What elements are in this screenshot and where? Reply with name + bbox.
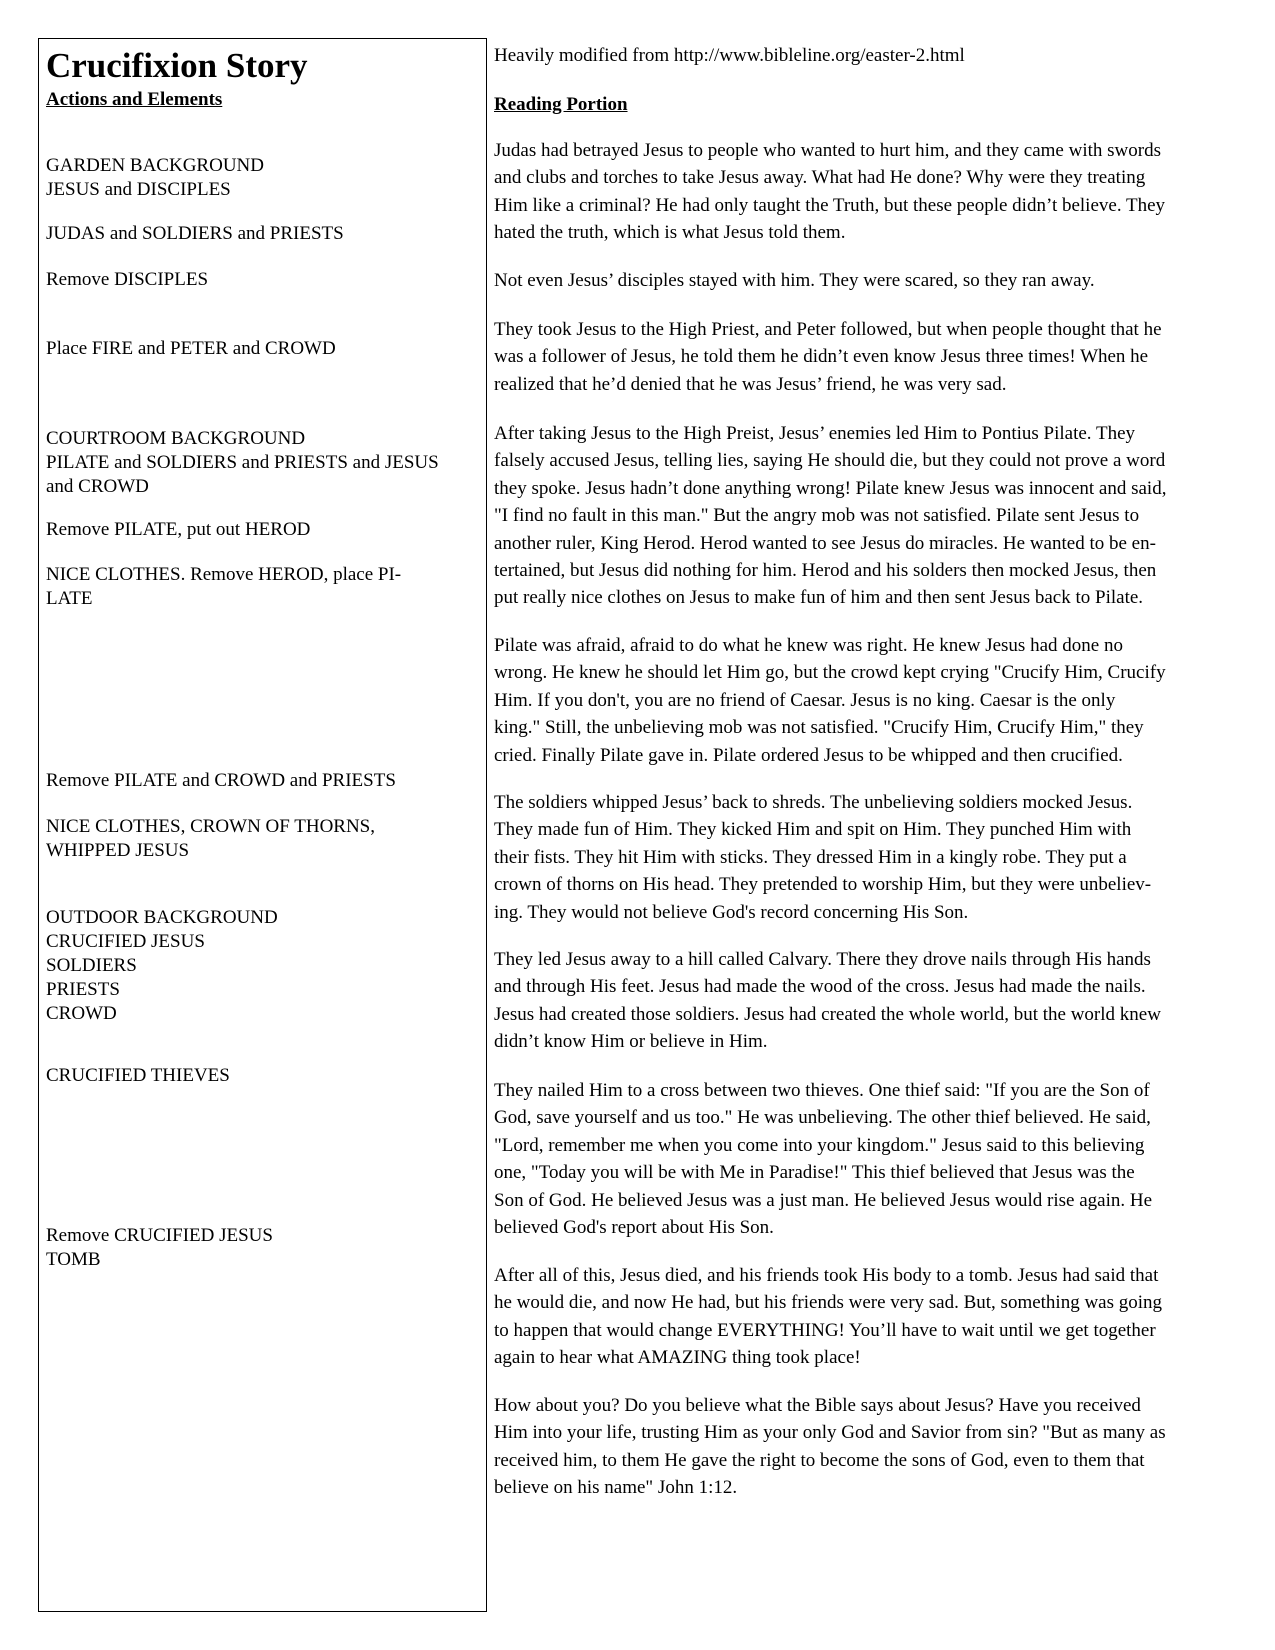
action-block (46, 427, 476, 499)
paragraph-line: didn’t know Him or believe in Him. (494, 1031, 768, 1053)
paragraph-line: another ruler, King Herod. Herod wanted to see Jesus do miracles. He wanted to be en- (494, 532, 1156, 554)
paragraph-line: Judas had betrayed Jesus to people who wanted to hurt him, and they came with swords (494, 140, 1161, 161)
paragraph-line: Jesus had created those soldiers. Jesus had created the whole world, but the world knew (494, 1003, 1161, 1025)
reading-heading: Reading Portion (494, 94, 628, 115)
paragraph-line: ing. They would not believe God's record concerning His Son. (494, 901, 969, 923)
action-block (46, 518, 476, 542)
paragraph-line: They took Jesus to the High Priest, and Peter followed, but when people thought that he (494, 319, 1162, 340)
action-block (46, 563, 476, 611)
paragraph (494, 1262, 1246, 1372)
paragraph (494, 316, 1246, 398)
paragraph-line: After taking Jesus to the High Preist, Jesus’ enemies led Him to Pontius Pilate. They (494, 423, 1135, 444)
action-line: COURTROOM BACKGROUND (46, 428, 306, 449)
paragraph-line: they spoke. Jesus hadn’t done anything wrong! Pilate knew Jesus was innocent and said, (494, 477, 1167, 499)
paragraph-line: "Lord, remember me when you come into your kingdom." Jesus said to this believing (494, 1134, 1145, 1156)
paragraph-line: again to hear what AMAZING thing took place! (494, 1347, 861, 1369)
actions-panel (38, 38, 487, 1612)
paragraph-line: Him. If you don't, you are no friend of Caesar. Jesus is no king. Caesar is the only (494, 689, 1116, 711)
action-line: NICE CLOTHES. Remove HEROD, place PI- (46, 564, 402, 585)
paragraph-line: They led Jesus away to a hill called Calvary. There they drove nails through His hands (494, 949, 1151, 970)
action-block (46, 906, 476, 1026)
page-title: Crucifixion Story (46, 46, 308, 85)
action-line: SOLDIERS (46, 955, 137, 976)
action-line: Place FIRE and PETER and CROWD (46, 338, 336, 359)
paragraph-line: Him like a criminal? He had only taught the Truth, but these people didn’t believe. They (494, 194, 1166, 216)
paragraph-line: put really nice clothes on Jesus to make fun of him and then sent Jesus back to Pilate. (494, 587, 1144, 609)
action-line: JUDAS and SOLDIERS and PRIESTS (46, 223, 344, 244)
paragraph-line: to happen that would change EVERYTHING! You’ll have to wait until we get together (494, 1319, 1156, 1341)
action-line: WHIPPED JESUS (46, 840, 190, 861)
action-line: TOMB (46, 1249, 101, 1270)
paragraph-line: realized that he’d denied that he was Jesus’ friend, he was very sad. (494, 373, 1007, 395)
paragraph-line: tertained, but Jesus did nothing for him. Herod and his solders then mocked Jesus, then (494, 560, 1157, 582)
paragraph-line: wrong. He knew he should let Him go, but the crowd kept crying "Crucify Him, Crucify (494, 662, 1166, 684)
paragraph-line: falsely accused Jesus, telling lies, saying He should die, but they could not prove a word (494, 450, 1166, 472)
paragraph-line: The soldiers whipped Jesus’ back to shreds. The unbelieving soldiers mocked Jesus. (494, 792, 1133, 813)
paragraph-line: and through His feet. Jesus had made the wood of the cross. Jesus had made the nails. (494, 976, 1146, 998)
action-line: CROWD (46, 1003, 117, 1024)
paragraph-line: They made fun of Him. They kicked Him and spit on Him. They punched Him with (494, 819, 1132, 841)
action-block (46, 154, 476, 202)
action-block (46, 268, 476, 292)
action-line: Remove PILATE and CROWD and PRIESTS (46, 770, 396, 791)
actions-subtitle: Actions and Elements (46, 89, 223, 110)
action-line: Remove CRUCIFIED JESUS (46, 1225, 273, 1246)
action-block (46, 769, 476, 793)
action-block (46, 815, 476, 863)
action-line: CRUCIFIED THIEVES (46, 1065, 230, 1086)
paragraph-line: hated the truth, which is what Jesus told them. (494, 222, 846, 244)
action-line: PRIESTS (46, 979, 120, 1000)
paragraph-line: one, "Today you will be with Me in Paradise!" This thief believed that Jesus was the (494, 1162, 1135, 1184)
action-line: OUTDOOR BACKGROUND (46, 907, 278, 928)
action-line: PILATE and SOLDIERS and PRIESTS and JESUS (46, 452, 439, 473)
action-block (46, 337, 476, 361)
source-note: Heavily modified from http://www.bibleline.org/easter-2.html (494, 45, 965, 66)
paragraph-line: received him, to them He gave the right to become the sons of God, even to them that (494, 1449, 1145, 1471)
paragraph (494, 267, 1246, 294)
action-line: Remove PILATE, put out HEROD (46, 519, 311, 540)
action-block (46, 1064, 476, 1088)
paragraph-line: he would die, and now He had, but his friends were very sad. But, something was going (494, 1292, 1163, 1314)
paragraph-line: "I find no fault in this man." But the angry mob was not satisfied. Pilate sent Jesus to (494, 505, 1140, 527)
paragraph-line: Son of God. He believed Jesus was a just man. He believed Jesus would rise again. He (494, 1189, 1152, 1211)
action-line: JESUS and DISCIPLES (46, 179, 231, 200)
paragraph (494, 632, 1246, 769)
paragraph-line: king." Still, the unbelieving mob was not satisfied. "Crucify Him, Crucify Him," they (494, 717, 1144, 739)
paragraph-line: How about you? Do you believe what the Bible says about Jesus? Have you received (494, 1395, 1141, 1416)
paragraph-line: God, save yourself and us too." He was unbelieving. The other thief believed. He said, (494, 1107, 1151, 1129)
paragraph-line: Not even Jesus’ disciples stayed with him. They were scared, so they ran away. (494, 270, 1095, 291)
paragraph-line: was a follower of Jesus, he told them he didn’t even know Jesus three times! When he (494, 346, 1149, 368)
paragraph-line: cried. Finally Pilate gave in. Pilate ordered Jesus to be whipped and then crucified. (494, 744, 1123, 766)
paragraph (494, 1392, 1246, 1502)
action-line: Remove DISCIPLES (46, 269, 209, 290)
paragraph-line: Him into your life, trusting Him as your only God and Savior from sin? "But as many as (494, 1422, 1166, 1444)
paragraph-line: After all of this, Jesus died, and his friends took His body to a tomb. Jesus had said that (494, 1265, 1159, 1286)
paragraph-line: crown of thorns on His head. They pretended to worship Him, but they were unbeliev- (494, 874, 1152, 896)
action-line: and CROWD (46, 476, 149, 497)
action-line: LATE (46, 588, 93, 609)
action-line: NICE CLOTHES, CROWN OF THORNS, (46, 816, 376, 837)
action-line: CRUCIFIED JESUS (46, 931, 205, 952)
paragraph-line: and clubs and torches to take Jesus away. What had He done? Why were they treating (494, 167, 1146, 189)
paragraph-line: believe on his name" John 1:12. (494, 1477, 738, 1499)
paragraph-line: Pilate was afraid, afraid to do what he knew was right. He knew Jesus had done no (494, 635, 1123, 656)
paragraph-line: They nailed Him to a cross between two thieves. One thief said: "If you are the Son of (494, 1080, 1150, 1101)
paragraph (494, 789, 1246, 926)
action-line: GARDEN BACKGROUND (46, 155, 264, 176)
paragraph (494, 420, 1246, 612)
paragraph-line: their fists. They hit Him with sticks. They dressed Him in a kingly robe. They put a (494, 846, 1127, 868)
action-block (46, 222, 476, 246)
paragraph (494, 137, 1246, 247)
paragraph-line: believed God's report about His Son. (494, 1217, 774, 1239)
action-block (46, 1224, 476, 1272)
paragraph (494, 1077, 1246, 1241)
paragraph (494, 946, 1246, 1056)
reading-column (494, 42, 1246, 1499)
